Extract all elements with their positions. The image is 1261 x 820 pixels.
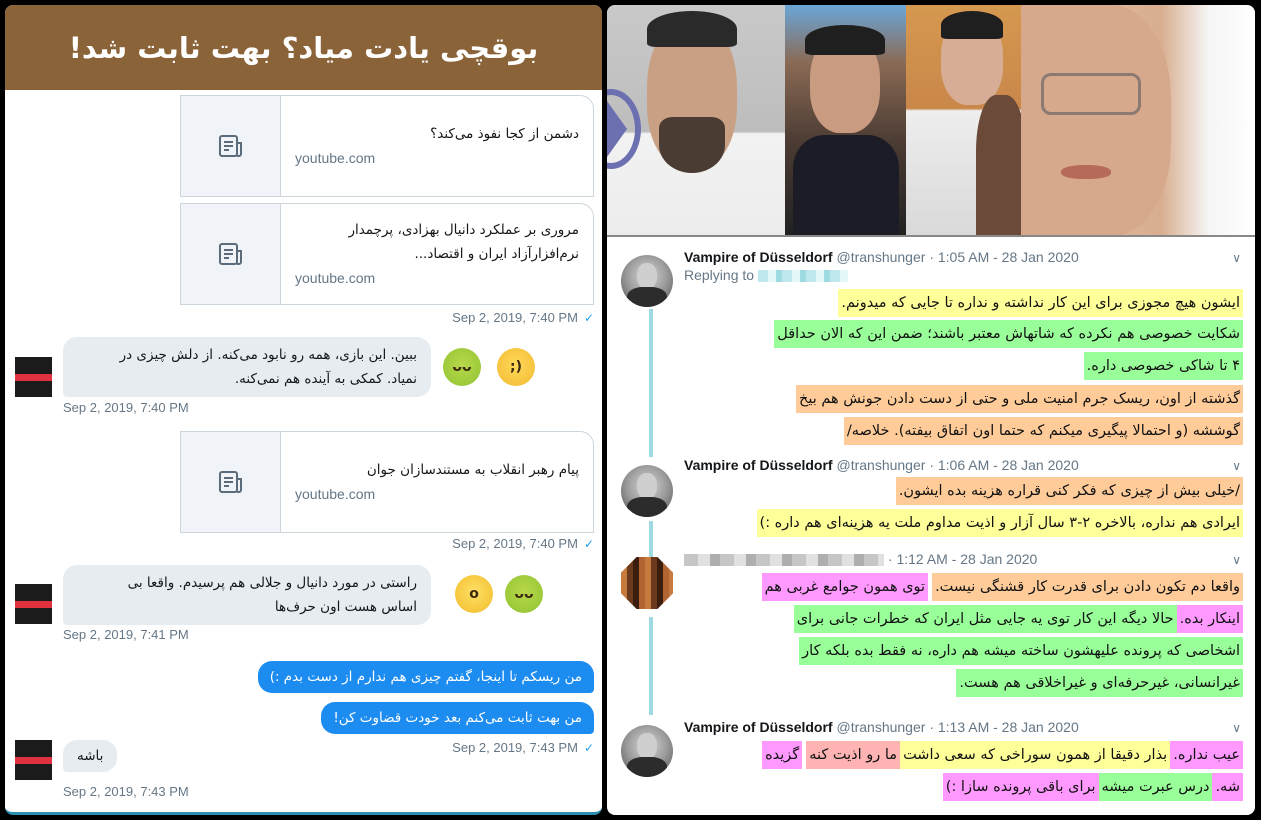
blurred-author-avatar[interactable] [621, 557, 673, 609]
play-icon [607, 101, 627, 157]
dm-conversation-panel [5, 5, 602, 815]
winking-face-emoji-icon: ;) [497, 348, 535, 386]
lying-face-emoji-icon: o [455, 575, 493, 613]
tweet-header [684, 249, 1079, 265]
replying-to: Replying to [684, 267, 848, 283]
blurred-reply-handle[interactable] [758, 270, 848, 282]
tweet-text-line: شکایت خصوصی هم نکرده که شاتهاش معتبر باشند؛ ضمن این که الان حداقل [774, 320, 1243, 348]
link-card[interactable] [180, 95, 594, 197]
sender-avatar[interactable] [15, 584, 52, 624]
message-timestamp: Sep 2, 2019, 7:40 PM [63, 400, 189, 415]
message-list[interactable] [5, 90, 602, 810]
thread-connector [649, 617, 653, 715]
read-receipt-check-icon: ✓ [583, 537, 594, 551]
card-title-line1: مروری بر عملکرد دانیال بهزادی، پرچمدار [348, 222, 579, 238]
outgoing-message-bubble: من بهت ثابت می‌کنم بعد خودت قضاوت کن! [321, 702, 594, 734]
card-title-line2: نرم‌افزارآزاد ایران و اقتصاد... [414, 246, 579, 262]
author-avatar[interactable] [621, 725, 673, 777]
tweet-header [684, 457, 1079, 473]
card-thumbnail [181, 96, 281, 196]
newspaper-icon [218, 133, 244, 159]
card-domain: youtube.com [295, 150, 376, 166]
message-timestamp: Sep 2, 2019, 7:43 PM [63, 784, 189, 799]
tweet-text-line: ۴ تا شاکی خصوصی داره. [1084, 352, 1243, 380]
outgoing-message-bubble: من ریسکم تا اینجا، گفتم چیزی هم ندارم از دست بدم :) [258, 661, 594, 693]
tweet-text-line: /خیلی بیش از چیزی که فکر کنی قراره هزینه بده ایشون. [896, 477, 1243, 505]
chevron-down-icon[interactable]: ∨ [1232, 553, 1241, 567]
sender-avatar[interactable] [15, 740, 52, 780]
tweet-time[interactable]: · 1:05 AM - 28 Jan 2020 [929, 249, 1079, 265]
message-timestamp: Sep 2, 2019, 7:41 PM [63, 627, 189, 642]
card-title: دشمن از کجا نفوذ می‌کند؟ [430, 126, 579, 142]
card-title: پیام رهبر انقلاب به مستندسازان جوان [366, 462, 579, 478]
tweet-list[interactable] [607, 237, 1255, 813]
newspaper-icon [218, 469, 244, 495]
photo-man-beard [607, 5, 785, 235]
author-avatar[interactable] [621, 465, 673, 517]
card-domain: youtube.com [295, 270, 376, 286]
tweet-time[interactable]: · 1:12 AM - 28 Jan 2020 [887, 551, 1038, 567]
nauseated-face-emoji-icon: ᴗᴗ [443, 348, 481, 386]
tweet-text-line: عیب نداره. بذار دقیقا از همون سوراخی که سعی داشت ما رو اذیت کنه گزیده [762, 741, 1243, 769]
card-domain: youtube.com [295, 486, 376, 502]
nauseated-face-emoji-icon: ᴗᴗ [505, 575, 543, 613]
author-name[interactable]: Vampire of Düsseldorf [684, 719, 833, 735]
incoming-message-bubble: باشه [63, 740, 117, 772]
tweet-text-line: ایشون هیچ مجوزی برای این کار نداشته و نداره تا جایی که میدونم. [838, 289, 1243, 317]
tweet-text-line: شه. درس عبرت میشه برای باقی پرونده سازا :) [943, 773, 1243, 801]
message-timestamp: Sep 2, 2019, 7:40 PM ✓ [452, 310, 594, 325]
tweet-time[interactable]: · 1:06 AM - 28 Jan 2020 [929, 457, 1079, 473]
chevron-down-icon[interactable]: ∨ [1232, 459, 1241, 473]
banner-title: بوقچی یادت میاد؟ بهت ثابت شد! [68, 30, 539, 65]
caption-banner [5, 5, 602, 90]
card-thumbnail [181, 204, 281, 304]
tweet-header [684, 551, 1037, 567]
tweet-text-line: گذشته از اون، ریسک جرم امنیت ملی و حتی از دست دادن جونش هم بیخ [796, 385, 1243, 413]
photo-closeup-glasses [1021, 5, 1255, 235]
author-avatar[interactable] [621, 255, 673, 307]
newspaper-icon [218, 241, 244, 267]
message-timestamp: Sep 2, 2019, 7:43 PM ✓ [452, 740, 594, 755]
tweet-thread-panel [607, 5, 1255, 815]
sender-avatar[interactable] [15, 357, 52, 397]
tweet-text-line: گوششه (و احتمالا پیگیری میکنم که حتما اون اتفاق بیفته). خلاصه/ [844, 417, 1243, 445]
photo-collage [607, 5, 1255, 237]
chevron-down-icon[interactable]: ∨ [1232, 721, 1241, 735]
link-card[interactable] [180, 203, 594, 305]
chevron-down-icon[interactable]: ∨ [1232, 251, 1241, 265]
incoming-message-bubble: راستی در مورد دانیال و جلالی هم پرسیدم. واقعا بی اساس هست اون حرف‌ها [63, 565, 431, 625]
author-handle[interactable]: @transhunger [836, 457, 926, 473]
author-handle[interactable]: @transhunger [836, 719, 926, 735]
tweet-text-line: غیرانسانی، غیرحرفه‌ای و غیراخلاقی هم هست. [956, 669, 1243, 697]
tweet-text-line: اشخاصی که پرونده علیهشون ساخته میشه هم داره، نه فقط بده بلکه کار [799, 637, 1243, 665]
incoming-message-bubble: ببین. این بازی، همه رو نابود می‌کنه. از دلش چیزی در نمیاد. کمکی به آینده هم نمی‌کنه. [63, 337, 431, 397]
author-handle[interactable]: @transhunger [836, 249, 926, 265]
author-name[interactable]: Vampire of Düsseldorf [684, 457, 833, 473]
thread-connector [649, 309, 653, 457]
tweet-text-line: واقعا دم تکون دادن برای قدرت کار قشنگی نیست. توی همون جوامع غربی هم [762, 573, 1243, 601]
tweet-text-line: اینکار بده. حالا دیگه این کار توی یه جایی مثل ایران که خطرات جانی برای [794, 605, 1243, 633]
photo-man-scarf [785, 5, 906, 235]
tweet-time[interactable]: · 1:13 AM - 28 Jan 2020 [929, 719, 1079, 735]
read-receipt-check-icon: ✓ [583, 741, 594, 755]
card-thumbnail [181, 432, 281, 532]
link-card[interactable] [180, 431, 594, 533]
read-receipt-check-icon: ✓ [583, 311, 594, 325]
photo-man-white-shirt [906, 5, 1021, 235]
tweet-text-line: ایرادی هم نداره، بالاخره ۲-۳ سال آزار و اذیت مداوم ملت یه هزینه‌ای هم داره :) [757, 509, 1243, 537]
thread-connector [649, 521, 653, 561]
message-timestamp: Sep 2, 2019, 7:40 PM ✓ [452, 536, 594, 551]
tweet-header [684, 719, 1079, 735]
author-name[interactable]: Vampire of Düsseldorf [684, 249, 833, 265]
blurred-author-name[interactable] [684, 554, 884, 566]
